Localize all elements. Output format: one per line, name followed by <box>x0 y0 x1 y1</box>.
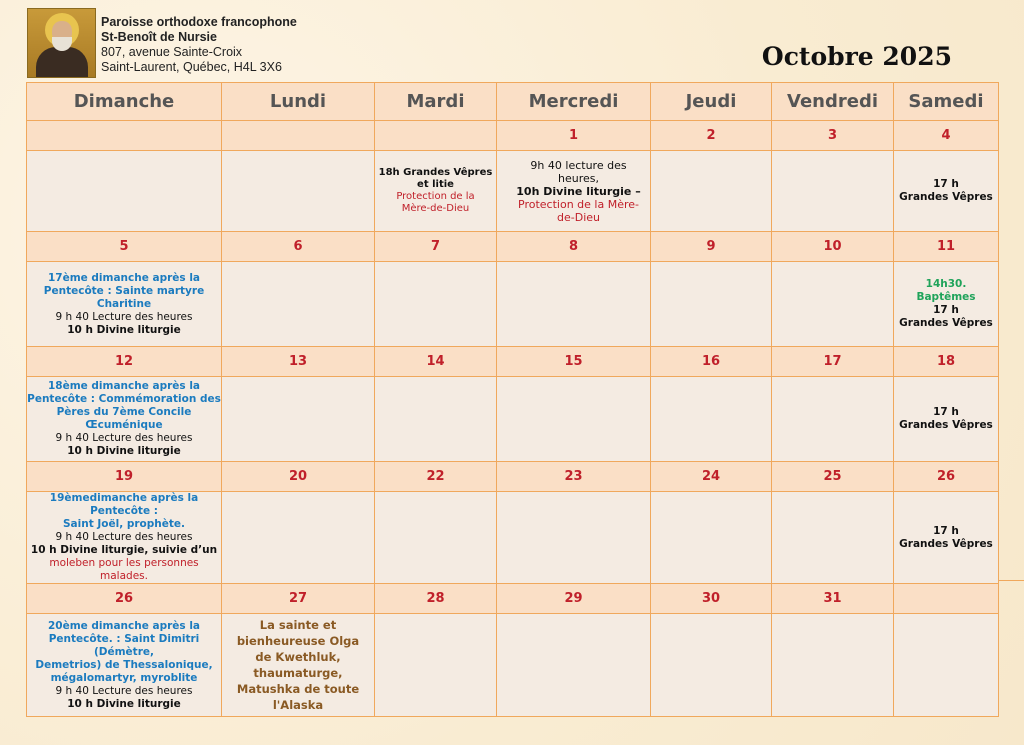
date-number: 16 <box>651 347 772 377</box>
event-cell <box>497 151 651 232</box>
date-number: 10 <box>772 232 894 262</box>
date-number: 5 <box>27 232 222 262</box>
event-cell <box>772 262 894 347</box>
event-cell <box>222 377 375 462</box>
event-text: Grandes Vêpres <box>899 419 993 431</box>
event-text: Mère-de-Dieu <box>401 203 470 214</box>
event-text: 10 h Divine liturgie, suivie d’un <box>30 544 218 556</box>
date-number: 26 <box>27 584 222 614</box>
event-cell <box>497 492 651 584</box>
event-text: mégalomartyr, myroblite <box>50 671 198 684</box>
date-number: 30 <box>651 584 772 614</box>
date-number: 14 <box>375 347 497 377</box>
event-cell <box>27 262 222 347</box>
date-number: 7 <box>375 232 497 262</box>
event-cell <box>222 262 375 347</box>
event-text: Protection de la Mère- <box>518 197 639 211</box>
event-row <box>27 377 999 462</box>
date-number: 24 <box>651 462 772 492</box>
date-number: 28 <box>375 584 497 614</box>
event-cell <box>894 377 999 462</box>
event-text: La sainte et <box>259 618 337 632</box>
weekday-header: Dimanche <box>27 83 222 121</box>
date-number: 19 <box>27 462 222 492</box>
event-text: 20ème dimanche après la <box>47 619 201 632</box>
event-text: 17 h <box>933 178 959 190</box>
parish-info <box>101 15 297 75</box>
date-row <box>27 121 999 151</box>
month-title: Octobre 2025 <box>761 42 952 71</box>
date-number: 15 <box>497 347 651 377</box>
event-cell <box>894 151 999 232</box>
event-cell <box>651 492 772 584</box>
date-number: 4 <box>894 121 999 151</box>
date-number: 20 <box>222 462 375 492</box>
event-text: et litie <box>417 179 454 190</box>
page-header <box>0 0 1024 85</box>
event-text: 18h Grandes Vêpres <box>378 167 493 178</box>
date-number: 31 <box>772 584 894 614</box>
event-cell <box>651 614 772 717</box>
date-number: 26 <box>894 462 999 492</box>
weekday-header: Vendredi <box>772 83 894 121</box>
event-cell <box>497 262 651 347</box>
event-row <box>27 614 999 717</box>
event-text: Pères du 7ème Concile Œcuménique <box>56 406 192 431</box>
event-cell <box>375 614 497 717</box>
event-text: de Kwethluk, <box>255 650 341 664</box>
event-cell <box>651 377 772 462</box>
date-row <box>27 347 999 377</box>
event-text: 17ème dimanche après la <box>47 271 201 284</box>
event-cell <box>222 492 375 584</box>
event-cell <box>497 377 651 462</box>
event-text: de-Dieu <box>557 210 600 224</box>
date-number: 13 <box>222 347 375 377</box>
event-text: Pentecôte. : Saint Dimitri (Démètre, <box>48 632 200 658</box>
date-number: 23 <box>497 462 651 492</box>
parish-city: Saint-Laurent, Québec, H4L 3X6 <box>101 60 282 74</box>
date-row <box>27 584 999 614</box>
event-cell <box>27 151 222 232</box>
event-cell <box>772 151 894 232</box>
date-number: 11 <box>894 232 999 262</box>
event-text: Protection de la <box>396 191 475 202</box>
event-text: 17 h <box>933 524 959 537</box>
date-row <box>27 232 999 262</box>
event-cell <box>651 151 772 232</box>
date-number: 8 <box>497 232 651 262</box>
weekday-header: Jeudi <box>651 83 772 121</box>
calendar-table <box>26 82 999 717</box>
event-text: 9 h 40 Lecture des heures <box>55 684 193 697</box>
event-cell <box>27 377 222 462</box>
date-number: 6 <box>222 232 375 262</box>
event-cell <box>772 492 894 584</box>
event-cell <box>27 492 222 584</box>
event-cell <box>894 614 999 717</box>
event-text: bienheureuse Olga <box>236 634 360 648</box>
event-cell <box>375 151 497 232</box>
event-text: Baptêmes <box>916 291 976 303</box>
event-row <box>27 492 999 584</box>
event-text: 19èmedimanche après la Pentecôte : <box>49 492 199 517</box>
date-number <box>375 121 497 151</box>
weekday-header-row <box>27 83 999 121</box>
date-number: 3 <box>772 121 894 151</box>
saint-icon-image <box>27 8 96 78</box>
event-cell <box>772 614 894 717</box>
event-text: thaumaturge, <box>253 666 343 680</box>
event-cell <box>375 262 497 347</box>
event-text: 17 h <box>933 406 959 418</box>
event-cell <box>375 492 497 584</box>
event-text: 10 h Divine liturgie <box>67 697 181 710</box>
date-number: 12 <box>27 347 222 377</box>
date-number: 22 <box>375 462 497 492</box>
event-text: Grandes Vêpres <box>899 191 993 203</box>
weekday-header: Mardi <box>375 83 497 121</box>
event-text: Pentecôte : Commémoration des <box>27 393 221 405</box>
event-text: 10 h Divine liturgie <box>67 323 181 336</box>
date-number: 17 <box>772 347 894 377</box>
event-cell <box>772 377 894 462</box>
date-number: 9 <box>651 232 772 262</box>
event-row <box>27 151 999 232</box>
event-cell <box>497 614 651 717</box>
event-text: 17 h <box>933 304 959 316</box>
event-cell <box>894 492 999 584</box>
weekday-header: Mercredi <box>497 83 651 121</box>
event-cell <box>222 151 375 232</box>
date-number <box>894 584 999 614</box>
date-number: 1 <box>497 121 651 151</box>
event-text: 14h30. <box>925 278 967 290</box>
event-text: 10 h Divine liturgie <box>67 445 181 457</box>
date-row <box>27 462 999 492</box>
event-text: 9h 40 lecture des <box>530 158 627 172</box>
date-number <box>27 121 222 151</box>
event-text: Grandes Vêpres <box>899 537 993 550</box>
date-number: 29 <box>497 584 651 614</box>
event-cell <box>27 614 222 717</box>
parish-saint: St-Benoît de Nursie <box>101 30 217 44</box>
event-cell <box>222 614 375 717</box>
event-text: l'Alaska <box>272 698 324 712</box>
date-number: 25 <box>772 462 894 492</box>
event-text: 9 h 40 Lecture des heures <box>55 531 193 543</box>
event-text: Grandes Vêpres <box>899 317 993 329</box>
event-text: moleben pour les personnes <box>49 557 199 569</box>
decorative-line <box>998 580 1024 581</box>
parish-address: 807, avenue Sainte-Croix <box>101 45 243 59</box>
date-number <box>222 121 375 151</box>
event-text: Saint Joël, prophète. <box>62 518 186 530</box>
event-cell <box>651 262 772 347</box>
date-number: 18 <box>894 347 999 377</box>
event-text: Matushka de toute <box>236 682 360 696</box>
weekday-header: Lundi <box>222 83 375 121</box>
parish-name: Paroisse orthodoxe francophone <box>101 15 297 29</box>
event-cell <box>375 377 497 462</box>
event-text: Pentecôte : Sainte martyre Charitine <box>43 284 205 310</box>
event-text: malades. <box>100 570 148 582</box>
event-row <box>27 262 999 347</box>
event-text: 9 h 40 Lecture des heures <box>55 310 193 323</box>
event-text: 10h Divine liturgie – <box>516 184 641 198</box>
weekday-header: Samedi <box>894 83 999 121</box>
date-number: 2 <box>651 121 772 151</box>
event-cell <box>894 262 999 347</box>
event-text: Demetrios) de Thessalonique, <box>35 658 213 671</box>
event-text: 18ème dimanche après la <box>47 380 201 392</box>
event-text: heures, <box>558 171 599 185</box>
date-number: 27 <box>222 584 375 614</box>
event-text: 9 h 40 Lecture des heures <box>55 432 193 444</box>
